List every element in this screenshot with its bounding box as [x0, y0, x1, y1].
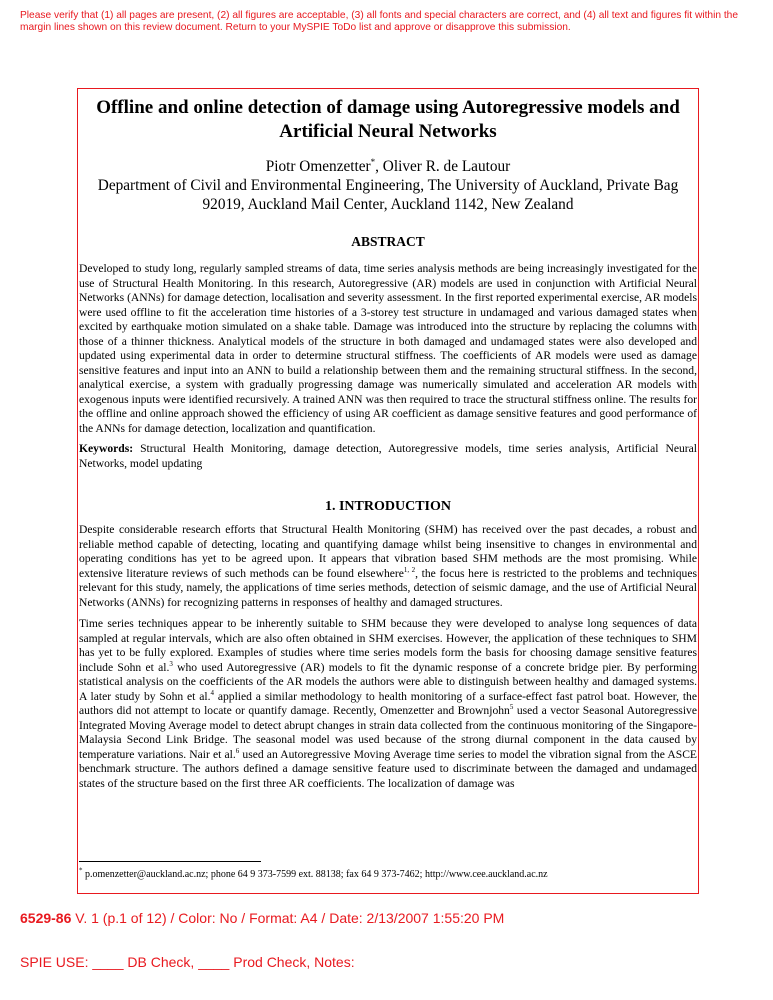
citation-ref: 4	[210, 688, 214, 697]
citation-ref: 3	[169, 659, 173, 668]
manuscript-info	[20, 909, 504, 927]
author-name: , Oliver R. de Lautour	[375, 158, 511, 175]
review-notice: Please verify that (1) all pages are present, (2) all figures are acceptable, (3) all fonts and special characters are correct, and (4) all text and figures fit within the margin lines shown on this review document. Return to your MySPIE ToDo list and approve or disapprove this submission.	[20, 10, 739, 33]
citation-ref: 5	[509, 703, 514, 712]
footnote-divider	[79, 861, 261, 862]
citation-ref: 6	[235, 746, 240, 755]
author-line	[79, 157, 697, 176]
keywords-label: Keywords:	[79, 442, 134, 455]
section-heading-introduction: 1. INTRODUCTION	[324, 499, 451, 514]
manuscript-details: V. 1 (p.1 of 12) / Color: No / Format: A4 / Date: 2/13/2007 1:55:20 PM	[71, 910, 505, 926]
abstract-heading: ABSTRACT	[351, 234, 425, 249]
author-footnote-mark: *	[370, 156, 376, 167]
paper-title: Offline and online detection of damage using Autoregressive models and Artificial Neural Networks	[96, 97, 680, 142]
keywords-text: Structural Health Monitoring, damage detection, Autoregressive models, time series analysis, Artificial Neural Networks, model updating	[79, 442, 697, 470]
footnote-mark: *	[79, 866, 83, 875]
intro-paragraph-2: Time series techniques appear to be inherently suitable to SHM because they were developed to analyse long sequences of data sampled at regular intervals, which are also often obtained in SHM exercises. However, the application of these techniques to SHM has yet to be fully explored. Examples of studies where time series models form the basis for choosing damage sensitive features include Sohn et al.$^3$ who used Autoregressive (AR) models to fit the dynamic response of a concrete bridge pier. By performing statistical analysis on the coefficients of the AR models the authors were able to distinguish between healthy and damaged systems. A later study by Sohn et al.$^4$ applied a similar methodology to health monitoring of a surface-effect fast patrol boat. However, the authors did not attempt to locate or quantify damage. Recently, Omenzetter and Brownjohn$^5$ used a vector Seasonal Autoregressive Integrated Moving Average model to detect abrupt changes in strain data collected from the continuous monitoring of the Singapore-Malaysia Second Link Bridge. The seasonal model was used because of the strong diurnal component in the data caused by temperature variations. Nair et al.$^6$ used an Autoregressive Moving Average time series to model the vibration signal from the ASCE benchmark structure. The authors defined a damage sensitive feature used to discriminate between the damaged and undamaged states of the structure based on the first three AR coefficients. The localization of damage was	[79, 617, 698, 790]
keywords-paragraph	[79, 442, 697, 471]
citation-ref: 1, 2	[403, 565, 416, 574]
author-name: Piotr Omenzetter	[265, 158, 371, 175]
affiliation: Department of Civil and Environmental Engineering, The University of Auckland, Private Bag 92019, Auckland Mail Center, Auckland 1142, New Zealand	[97, 177, 679, 213]
spie-use-line: SPIE USE: ____ DB Check, ____ Prod Check, Notes:	[20, 954, 355, 970]
footnote-text: p.omenzetter@auckland.ac.nz; phone 64 9 373-7599 ext. 88138; fax 64 9 373-7462; http://www.cee.auckland.ac.nz	[82, 869, 548, 880]
paper-page	[79, 96, 697, 791]
manuscript-id: 6529-86	[20, 910, 72, 926]
footnote	[79, 866, 689, 881]
abstract-text: Developed to study long, regularly sampled streams of data, time series analysis methods are being increasingly investigated for the use of Structural Health Monitoring. In this research, Autoregressive (AR) models are used in conjunction with Artificial Neural Networks (ANNs) for damage detection, localisation and severity assessment. In the first reported experimental exercise, AR models were used offline to fit the acceleration time histories of a 3-storey test structure in undamaged and various damaged states when excited by earthquake motion simulated on a shake table. Damage was introduced into the structure by replacing the columns with those of a thinner thickness. Analytical models of the structure in both damaged and undamaged states were also developed and updated using experimental data in order to determine structural stiffness. The coefficients of AR models were used as damage sensitive features and input into an ANN to build a relationship between them and the remaining structural stiffness. In the second, analytical exercise, a system with gradually progressing damage was numerically simulated and acceleration AR models with exogenous inputs were identified recursively. A trained ANN was then required to trace the structural stiffness online. The results for the offline and online approach showed the efficiency of using AR coefficient as damage sensitive features and good performance of the ANNs for damage detection, localization and quantification.	[79, 262, 697, 435]
intro-paragraph-1: Despite considerable research efforts that Structural Health Monitoring (SHM) has received over the past decades, a robust and reliable method capable of detecting, locating and quantifying damage whilst being insensitive to changes in environmental and operating conditions has yet to be agreed upon. It appears that vibration based SHM methods are the most promising. While extensive literature reviews of such methods can be found elsewhere$^{1, 2}$, the focus here is restricted to the problems and techniques relevant for this study, namely, the applications of time series methods, detection of seismic damage, and the use of Artificial Neural Networks (ANNs) for recognizing patterns in responses of healthy and damaged structures.	[79, 523, 698, 609]
